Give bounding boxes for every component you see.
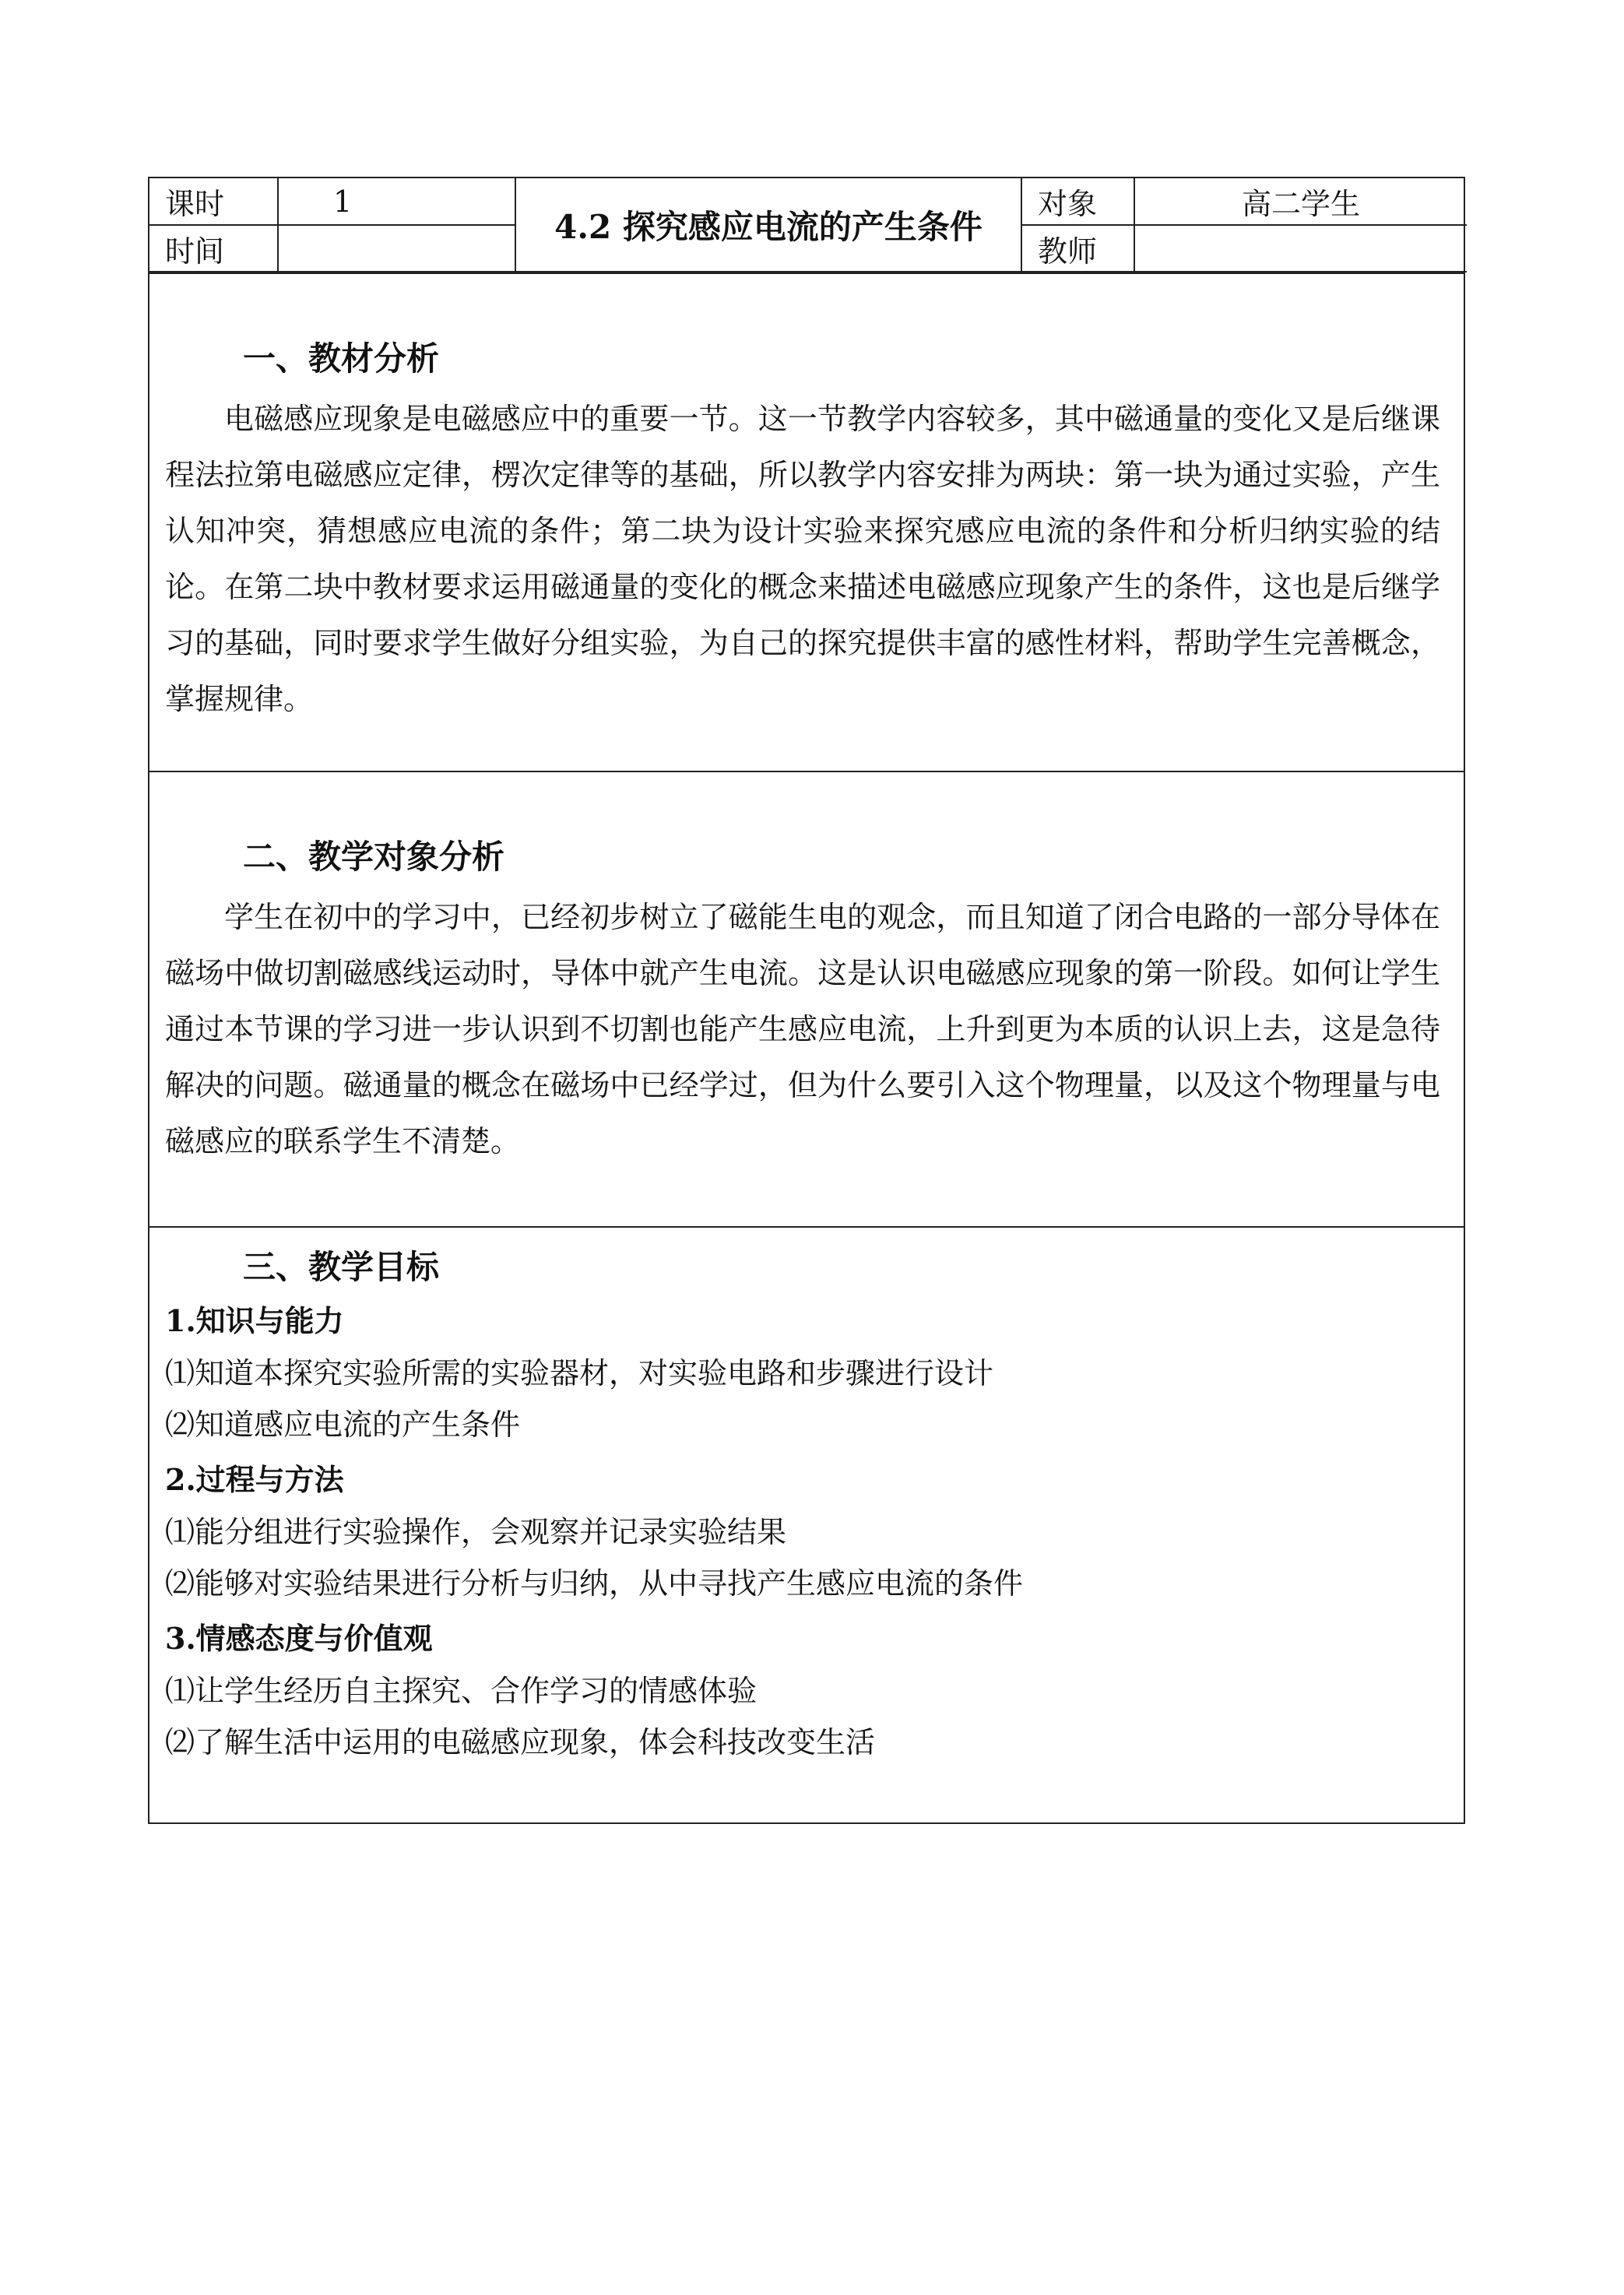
time-value <box>278 225 515 272</box>
time-label: 时间 <box>149 225 278 272</box>
section-teaching-goals <box>149 1226 1464 1822</box>
goal-item: ⑴知道本探究实验所需的实验器材，对实验电路和步骤进行设计 <box>165 1356 994 1390</box>
goal-group-title: 3.情感态度与价值观 <box>165 1621 433 1656</box>
lesson-label: 课时 <box>149 178 278 225</box>
section-student-analysis <box>149 771 1464 1226</box>
section-title: 二、教学对象分析 <box>243 838 505 876</box>
section-paragraph: 电磁感应现象是电磁感应中的重要一节。这一节教学内容较多，其中磁通量的变化又是后继课程法拉第电磁感应定律，楞次定律等的基础，所以教学内容安排为两块：第一块为通过实验，产生认知冲突，猜想感应电流的条件；第二块为设计实验来探究感应电流的条件和分析归纳实验的结论。在第二块中教材要求运用磁通量的变化的概念来描述电磁感应现象产生的条件，这也是后继学习的基础，同时要求学生做好分组实验，为自己的探究提供丰富的感性材料，帮助学生完善概念，掌握规律。 <box>165 402 1440 716</box>
section-title: 一、教材分析 <box>243 339 440 378</box>
goal-group-title: 1.知识与能力 <box>165 1303 344 1338</box>
goal-item: ⑵了解生活中运用的电磁感应现象，体会科技改变生活 <box>165 1725 876 1759</box>
lesson-value: 1 <box>278 178 515 225</box>
teacher-label: 教师 <box>1021 225 1134 272</box>
goal-item: ⑵能够对实验结果进行分析与归纳，从中寻找产生感应电流的条件 <box>165 1566 1024 1601</box>
goal-item: ⑵知道感应电流的产生条件 <box>165 1408 521 1442</box>
section-textbook-analysis <box>149 272 1464 771</box>
goal-item: ⑴能分组进行实验操作，会观察并记录实验结果 <box>165 1515 787 1549</box>
header-table <box>149 178 1467 272</box>
goal-group-title: 2.过程与方法 <box>165 1462 344 1497</box>
lesson-title: 4.2 探究感应电流的产生条件 <box>515 178 1021 272</box>
section-title: 三、教学目标 <box>243 1248 440 1286</box>
teacher-value <box>1134 225 1467 272</box>
target-value: 高二学生 <box>1134 178 1467 225</box>
lesson-plan-sheet <box>148 177 1465 1824</box>
target-label: 对象 <box>1021 178 1134 225</box>
section-paragraph: 学生在初中的学习中，已经初步树立了磁能生电的观念，而且知道了闭合电路的一部分导体在磁场中做切割磁感线运动时，导体中就产生电流。这是认识电磁感应现象的第一阶段。如何让学生通过本节课的学习进一步认识到不切割也能产生感应电流，上升到更为本质的认识上去，这是急待解决的问题。磁通量的概念在磁场中已经学过，但为什么要引入这个物理量，以及这个物理量与电磁感应的联系学生不清楚。 <box>165 900 1440 1158</box>
goal-item: ⑴让学生经历自主探究、合作学习的情感体验 <box>165 1674 758 1708</box>
